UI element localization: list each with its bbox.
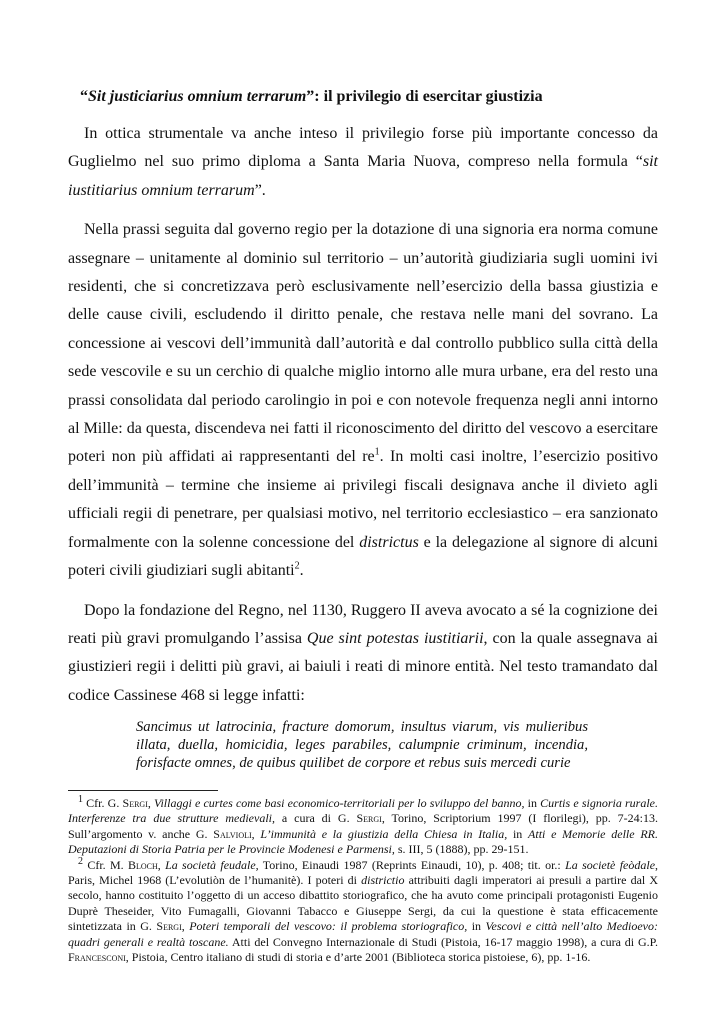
p3-text-b: , con la quale assegnava ai giustizieri regii i delitti più gravi, ai baiuli i reati di minore entità. Nel testo tramandato dal codice Cassinese 468 si legge infatti: — [68, 629, 658, 704]
fn2-title-4: Vescovi e città nell’alto Medioevo: quadri generali e realtà toscane. — [68, 919, 658, 949]
fn2-author-sergi: Sergi — [156, 919, 182, 934]
p1-italic: sit iustitiarius omnium terrarum — [68, 153, 658, 199]
footnote-1-number: 1 — [78, 794, 83, 805]
fn1-author-salvioli: Salvioli — [213, 826, 252, 841]
fn2-t6: , — [181, 919, 190, 934]
fn2-editor-francesconi: Francesconi — [68, 950, 126, 965]
fn1-title-1: Villaggi e curtes come basi economico-territoriali per lo sviluppo del banno, — [154, 796, 525, 810]
fn1-t3: in — [524, 796, 541, 810]
footnote-ref-1[interactable]: 1 — [374, 447, 380, 459]
footnote-1 — [68, 796, 658, 858]
body-text — [68, 120, 658, 721]
paragraph-2 — [68, 216, 658, 585]
p2-text-c: e la delegazione al signore di alcuni poteri civili giudiziari sugli abitanti — [68, 533, 658, 580]
p1-text-a: In ottica strumentale va anche inteso il privilegio forse più importante concesso da Guglielmo nel suo primo diploma a Santa Maria Nuova, compreso nella formula “ — [68, 125, 658, 171]
fn1-t5: , Torino, Scriptorium 1997 (I florilegi), pp. 7-24:13. Sull’argomento v. anche G. — [68, 811, 659, 841]
fn2-title-3: Poteri temporali del vescovo: il problema storiografico, — [189, 919, 468, 934]
footnote-2-number: 2 — [78, 855, 83, 867]
paragraph-3 — [68, 597, 658, 711]
fn2-title-2: La societè feòdale — [565, 857, 656, 872]
fn2-author-bloch: Bloch — [127, 857, 158, 872]
p1-text-b: ”. — [254, 181, 266, 199]
fn1-t2: , — [147, 796, 155, 810]
heading-open-quote: “ — [80, 88, 88, 105]
heading-italic: Sit justiciarius omnium terrarum — [88, 88, 307, 105]
fn2-t7: in — [467, 919, 486, 934]
fn2-t1: Cfr. M. — [83, 857, 128, 872]
section-heading — [80, 88, 543, 106]
fn1-t6: , — [251, 826, 261, 841]
fn2-title-1: La società feudale, — [165, 857, 259, 872]
fn1-t8: s. III, 5 (1888), pp. 29-151. — [394, 842, 529, 857]
fn1-t4: a cura di G. — [275, 811, 357, 826]
footnote-separator — [68, 790, 218, 791]
fn1-title-2: Curtis e signoria rurale. Interferenze tra due strutture medievali, — [68, 796, 658, 826]
fn2-t5: attribuiti dagli imperatori ai presuli a partire dal X secolo, hanno costituito l’oggetto di un acceso dibattito storiografico, che ha avuto come principali protagonisti Eugenio Duprè Theseider, Vito Fumagalli, Giovanni Tabacco e Giuseppe Sergi, da cui la questione è stata efficacemente sintetizzata in G. — [68, 873, 659, 934]
fn1-author-sergi: Sergi — [122, 796, 148, 810]
fn1-title-3: L’immunità e la giustizia della Chiesa in Italia, — [260, 826, 508, 841]
p3-text-a: Dopo la fondazione del Regno, nel 1130, Ruggero II aveva avocato a sé la cognizione dei reati più gravi promulgando l’assisa — [68, 601, 658, 647]
fn2-t8: Atti del Convegno Internazionale di Studi (Pistoia, 16-17 maggio 1998), a cura di G.P. — [228, 934, 658, 949]
footnote-2 — [68, 855, 659, 966]
fn2-t4: , Paris, Michel 1968 (L’evolutiòn de l’humanitè). I poteri di — [68, 857, 659, 888]
p2-text-a: Nella prassi seguita dal governo regio per la dotazione di una signoria era norma comune assegnare – unitamente al dominio sul territorio – un’autorità giudiziaria sugli uomini ivi residenti, che si concretizzava però esclusivamente nell’esercizio della bassa giustizia e delle cause civili, escludendo il diritto penale, che restava nelle mani del sovrano. La concessione ai vescovi dell’immunità dall’autorità e dal controllo pubblico sulla città della sede vescovile e su un cerchio di qualche miglio intorno alle mura urbane, era del resto una prassi consolidata dal periodo carolingio in poi e con notevole frequenza negli anni intorno al Mille: da questa, discendeva nei fatti il riconoscimento del diritto del vescovo a esercitare poteri non più affidati ai rappresentanti del re — [68, 221, 658, 466]
heading-rest: ”: il privilegio di esercitar giustizia — [306, 88, 543, 105]
footnote-ref-2[interactable]: 2 — [294, 560, 300, 572]
fn1-title-4: Atti e Memorie delle RR. Deputazioni di Storia Patria per le Provincie Modenesi e Parmensi, — [68, 826, 658, 857]
p2-text-b: . In molti casi inoltre, l’esercizio positivo dell’immunità – termine che insieme ai privilegi fiscali designava anche il divieto agli ufficiali regii di penetrare, per qualsiasi motivo, nel territorio ecclesiastico – era sanzionato formalmente con la solenne concessione del — [68, 448, 658, 551]
p2-text-d: . — [299, 562, 304, 580]
fn1-t7: in — [507, 826, 529, 841]
footnotes — [68, 796, 658, 965]
p2-italic: districtus — [359, 533, 419, 551]
block-quote: Sancimus ut latrocinia, fracture domorum, insultus viarum, vis mulieribus illata, duella, homicidia, leges parabiles, calumpnie criminum, incendia, forisfacte omnes, de quibus quilibet de corpore et rebus suis mercedi curie — [136, 719, 588, 772]
fn1-editor-sergi: Sergi — [356, 811, 382, 826]
fn2-t2: , — [157, 857, 166, 872]
fn2-term-districtio: districtio — [361, 873, 405, 888]
p3-italic: Que sint potestas iustitiarii — [306, 629, 484, 647]
paragraph-1 — [68, 120, 658, 205]
fn1-t1: Cfr. G. — [83, 796, 123, 810]
fn2-t3: Torino, Einaudi 1987 (Reprints Einaudi, 10), p. 408; tit. or.: — [258, 857, 566, 872]
fn2-t9: , Pistoia, Centro italiano di studi di storia e d’arte 2001 (Biblioteca storica pistoiese, 6), pp. 1-16. — [125, 950, 591, 965]
